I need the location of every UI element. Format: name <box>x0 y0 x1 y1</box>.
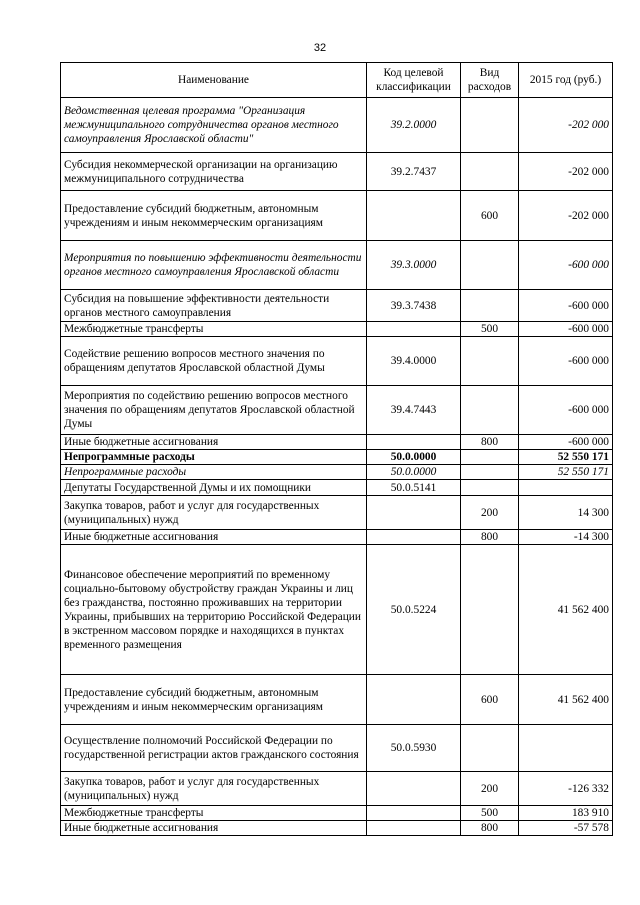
row-kind <box>461 241 519 290</box>
row-kind: 800 <box>461 821 519 836</box>
header-name: Наименование <box>61 63 367 98</box>
row-name: Межбюджетные трансферты <box>61 322 367 337</box>
row-amount: -202 000 <box>519 98 613 153</box>
row-kind: 500 <box>461 322 519 337</box>
row-code: 50.0.5930 <box>367 725 461 772</box>
row-amount: -600 000 <box>519 241 613 290</box>
row-amount: -600 000 <box>519 290 613 322</box>
row-amount: -600 000 <box>519 337 613 386</box>
row-kind: 200 <box>461 496 519 530</box>
table-row <box>61 725 613 772</box>
table-row <box>61 806 613 821</box>
row-code: 50.0.5224 <box>367 545 461 675</box>
row-code <box>367 772 461 806</box>
row-code <box>367 530 461 545</box>
row-name: Межбюджетные трансферты <box>61 806 367 821</box>
row-code: 50.0.5141 <box>367 480 461 496</box>
row-kind: 200 <box>461 772 519 806</box>
row-amount: 14 300 <box>519 496 613 530</box>
row-name: Мероприятия по содействию решению вопросов местного значения по обращениям депутатов Ярославской областной Думы <box>61 386 367 435</box>
row-kind <box>461 153 519 191</box>
row-name: Ведомственная целевая программа "Организация межмуниципального сотрудничества органов местного самоуправления Ярославской области" <box>61 98 367 153</box>
row-name: Содействие решению вопросов местного значения по обращениям депутатов Ярославской областной Думы <box>61 337 367 386</box>
row-name: Предоставление субсидий бюджетным, автономным учреждениям и иным некоммерческим организациям <box>61 675 367 725</box>
row-name: Иные бюджетные ассигнования <box>61 530 367 545</box>
row-code: 39.2.0000 <box>367 98 461 153</box>
row-code: 50.0.0000 <box>367 465 461 480</box>
row-amount: -14 300 <box>519 530 613 545</box>
row-kind <box>461 386 519 435</box>
row-kind <box>461 545 519 675</box>
row-code <box>367 322 461 337</box>
row-kind <box>461 98 519 153</box>
row-amount: 52 550 171 <box>519 465 613 480</box>
row-kind: 600 <box>461 675 519 725</box>
row-code <box>367 496 461 530</box>
row-amount: -600 000 <box>519 386 613 435</box>
table-row <box>61 530 613 545</box>
row-amount <box>519 480 613 496</box>
header-code: Код целевой классификации <box>367 63 461 98</box>
row-name: Непрограммные расходы <box>61 465 367 480</box>
row-code: 39.3.7438 <box>367 290 461 322</box>
row-amount: 183 910 <box>519 806 613 821</box>
row-name: Закупка товаров, работ и услуг для государственных (муниципальных) нужд <box>61 772 367 806</box>
row-amount: -126 332 <box>519 772 613 806</box>
table-row <box>61 386 613 435</box>
row-kind <box>461 290 519 322</box>
row-name: Осуществление полномочий Российской Федерации по государственной регистрации актов гражданского состояния <box>61 725 367 772</box>
table-row <box>61 821 613 836</box>
table-row <box>61 450 613 465</box>
row-name: Иные бюджетные ассигнования <box>61 435 367 450</box>
row-amount: -600 000 <box>519 322 613 337</box>
table-row <box>61 465 613 480</box>
header-row <box>61 63 613 98</box>
header-kind: Вид расходов <box>461 63 519 98</box>
table-row <box>61 772 613 806</box>
row-code: 39.4.0000 <box>367 337 461 386</box>
header-amount: 2015 год (руб.) <box>519 63 613 98</box>
row-code <box>367 821 461 836</box>
table-row <box>61 290 613 322</box>
row-code <box>367 191 461 241</box>
row-name: Депутаты Государственной Думы и их помощники <box>61 480 367 496</box>
row-code: 39.4.7443 <box>367 386 461 435</box>
row-code <box>367 435 461 450</box>
row-kind: 800 <box>461 435 519 450</box>
row-name: Финансовое обеспечение мероприятий по временному социально-бытовому обустройству граждан Украины и лиц без гражданства, постоянно проживавших на территории Украины, прибывших на территорию Российской Федерации в экстренном массовом порядке и находящихся в пунктах временного размещения <box>61 545 367 675</box>
budget-table <box>60 62 613 836</box>
row-amount: 52 550 171 <box>519 450 613 465</box>
table-row <box>61 496 613 530</box>
table-row <box>61 337 613 386</box>
table-row <box>61 545 613 675</box>
table-row <box>61 435 613 450</box>
table-row <box>61 241 613 290</box>
row-kind <box>461 337 519 386</box>
row-code: 50.0.0000 <box>367 450 461 465</box>
table-row <box>61 153 613 191</box>
row-amount <box>519 725 613 772</box>
row-code <box>367 806 461 821</box>
table-row <box>61 191 613 241</box>
table-row <box>61 675 613 725</box>
row-kind: 600 <box>461 191 519 241</box>
table-row <box>61 480 613 496</box>
row-kind: 800 <box>461 530 519 545</box>
row-amount: -600 000 <box>519 435 613 450</box>
row-name: Закупка товаров, работ и услуг для государственных (муниципальных) нужд <box>61 496 367 530</box>
row-name: Мероприятия по повышению эффективности деятельности органов местного самоуправления Ярославской области <box>61 241 367 290</box>
table-row <box>61 98 613 153</box>
row-kind <box>461 465 519 480</box>
row-name: Субсидия некоммерческой организации на организацию межмуниципального сотрудничества <box>61 153 367 191</box>
row-name: Предоставление субсидий бюджетным, автономным учреждениям и иным некоммерческим организациям <box>61 191 367 241</box>
row-code: 39.3.0000 <box>367 241 461 290</box>
row-kind <box>461 450 519 465</box>
row-code <box>367 675 461 725</box>
page-number: 32 <box>313 42 327 54</box>
row-amount: -202 000 <box>519 191 613 241</box>
row-name: Субсидия на повышение эффективности деятельности органов местного самоуправления <box>61 290 367 322</box>
row-code: 39.2.7437 <box>367 153 461 191</box>
row-amount: -57 578 <box>519 821 613 836</box>
row-kind <box>461 480 519 496</box>
row-name: Иные бюджетные ассигнования <box>61 821 367 836</box>
row-amount: -202 000 <box>519 153 613 191</box>
row-amount: 41 562 400 <box>519 545 613 675</box>
table-row <box>61 322 613 337</box>
row-kind <box>461 725 519 772</box>
row-name: Непрограммные расходы <box>61 450 367 465</box>
row-amount: 41 562 400 <box>519 675 613 725</box>
row-kind: 500 <box>461 806 519 821</box>
